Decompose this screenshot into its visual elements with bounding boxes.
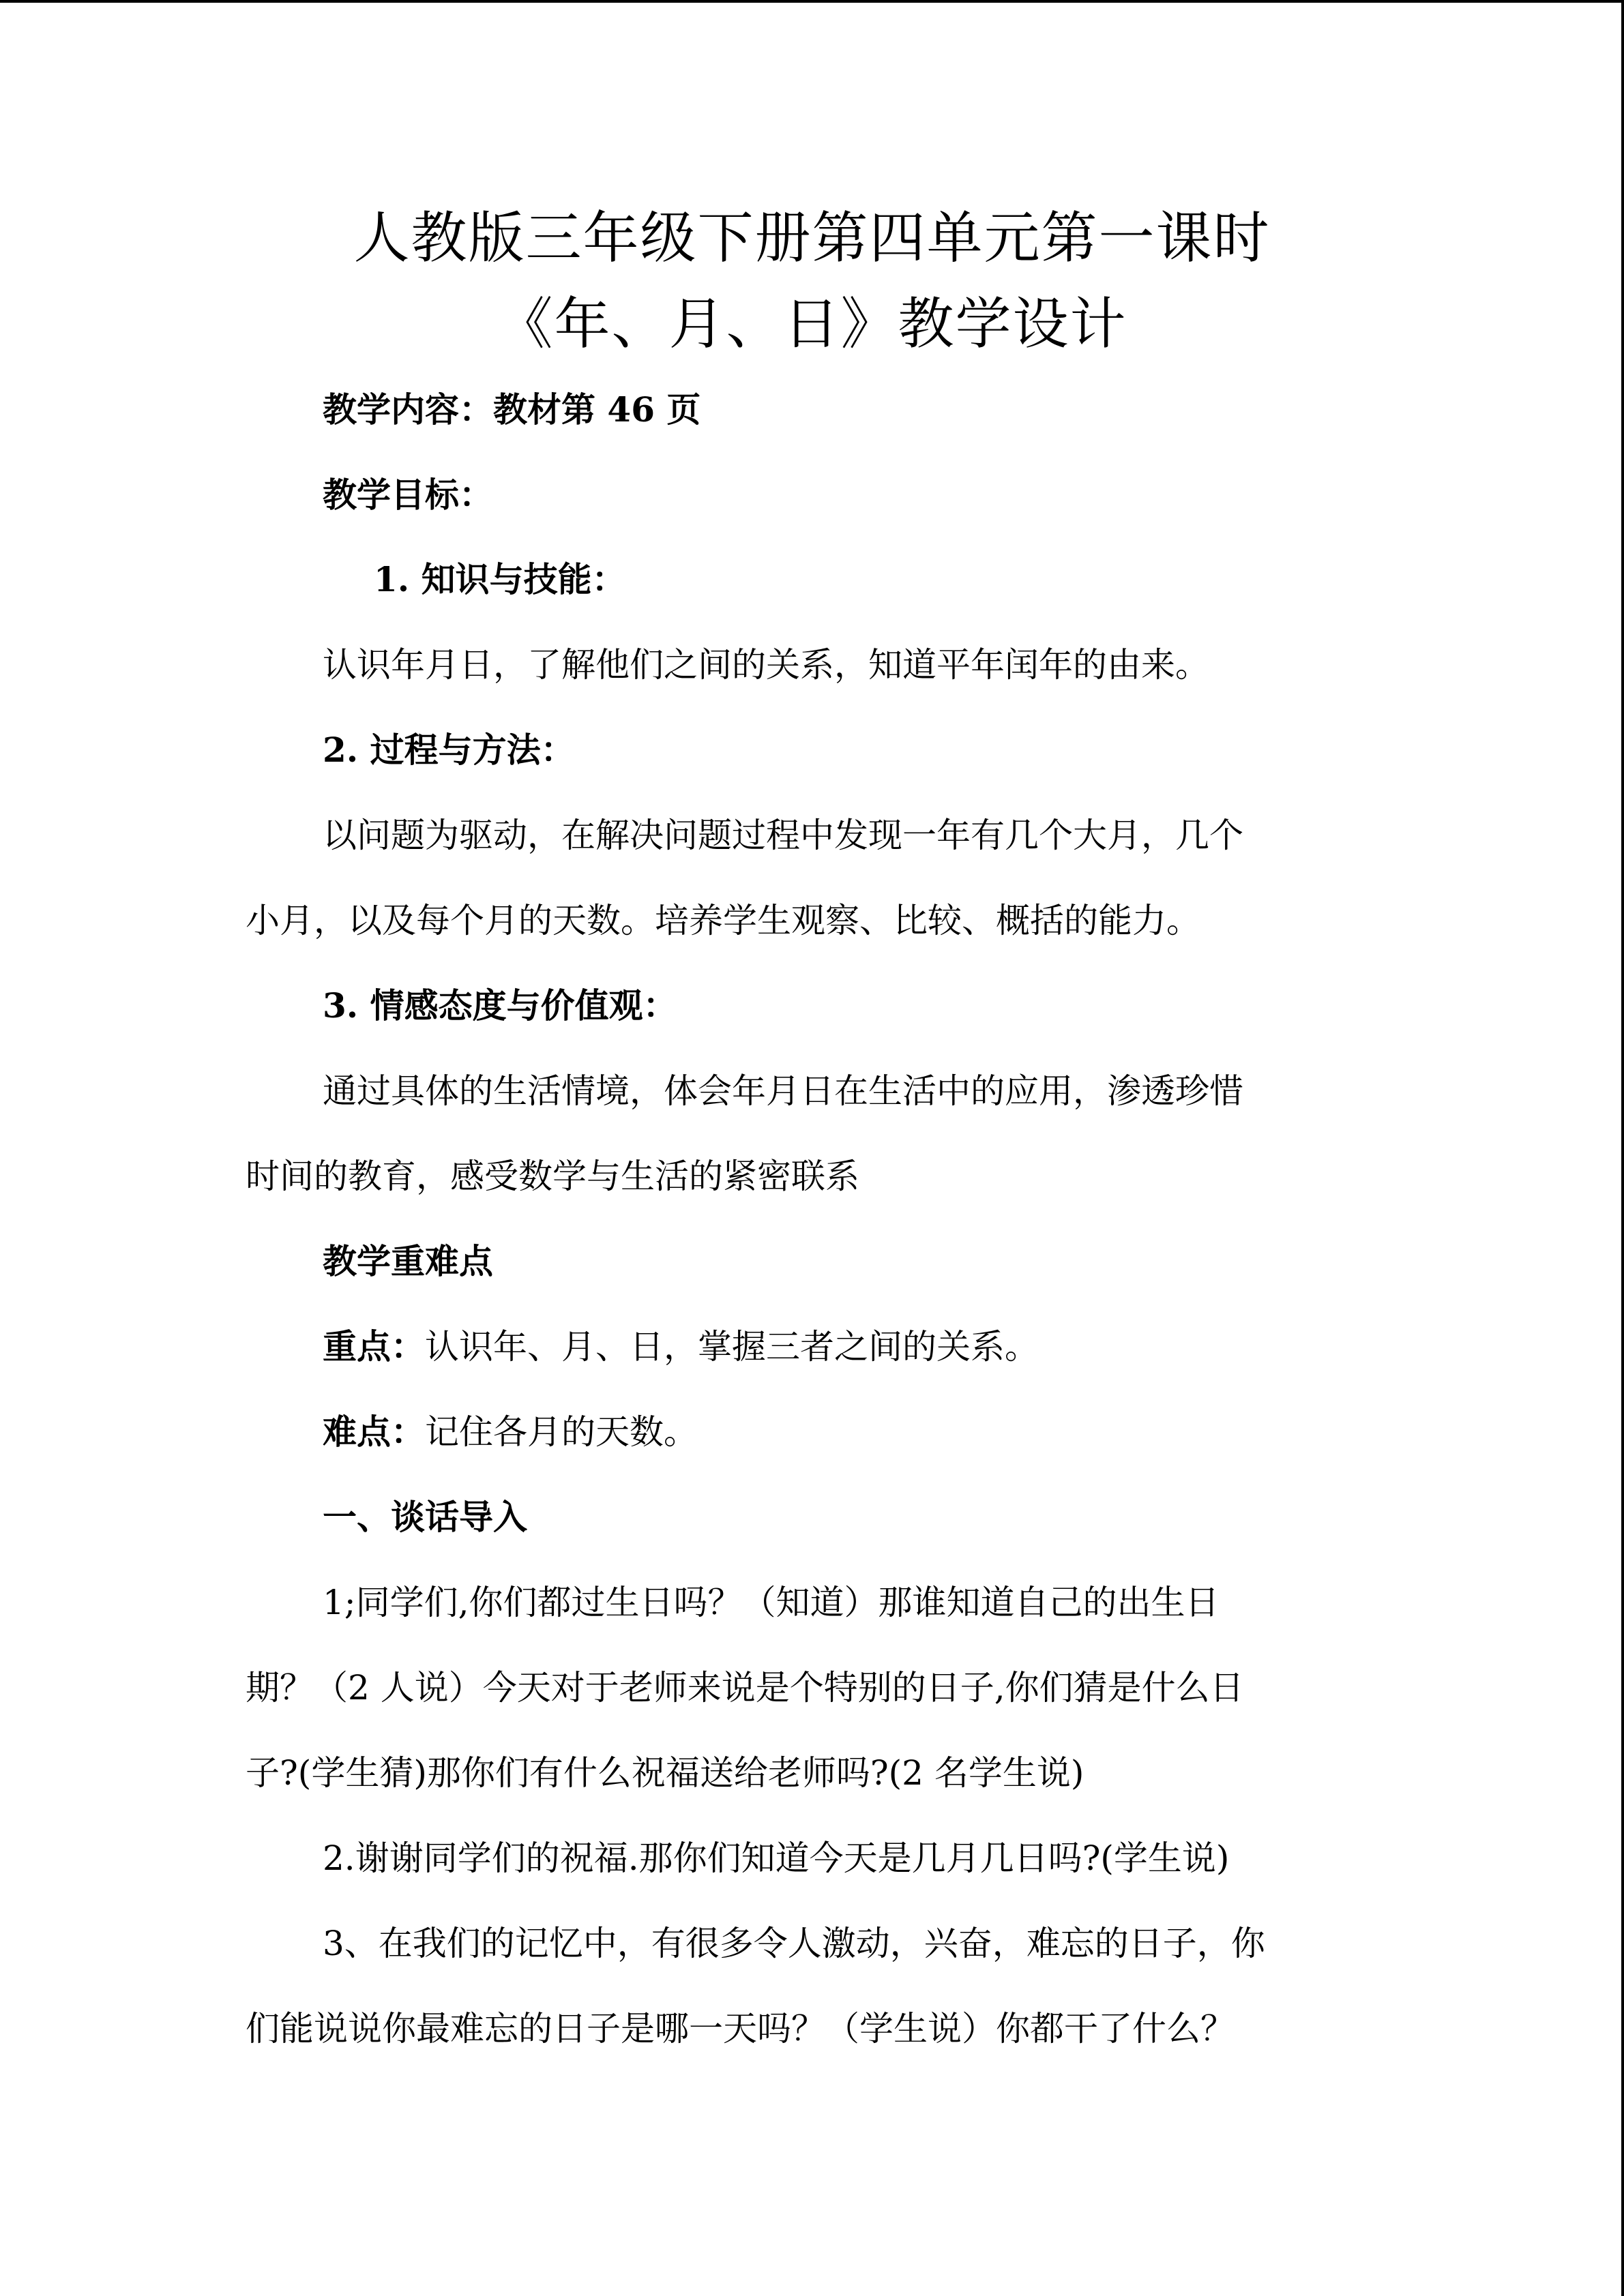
goal-3-text-line-1: 通过具体的生活情境，体会年月日在生活中的应用，渗透珍惜 (323, 1071, 1243, 1111)
goal-1-text: 认识年月日，了解他们之间的关系，知道平年闰年的由来。 (323, 645, 1209, 685)
document-title-line-2: 《年、月、日》教学设计 (497, 292, 1127, 357)
focus-label: 重点： (323, 1326, 425, 1367)
difficulty-label: 难点： (323, 1412, 425, 1452)
goal-3-heading: 3. 情感态度与价值观： (323, 985, 677, 1026)
goal-1-heading: 1. 知识与技能： (374, 559, 626, 599)
paragraph-1-line-3: 子?(学生猜)那你们有什么祝福送给老师吗?(2 名学生说) (246, 1753, 1084, 1793)
goal-2-text-line-2: 小月，以及每个月的天数。培养学生观察、比较、概括的能力。 (246, 901, 1200, 940)
key-points-heading: 教学重难点 (323, 1241, 493, 1281)
teaching-content-value: 教材第 46 页 (493, 389, 701, 430)
goal-2-text-line-1: 以问题为驱动，在解决问题过程中发现一年有几个大月，几个 (323, 816, 1243, 855)
teaching-content (323, 388, 700, 432)
goal-3-text-line-2: 时间的教育，感受数学与生活的紧密联系 (246, 1157, 859, 1196)
goal-2-heading: 2. 过程与方法： (323, 730, 575, 770)
paragraph-2-line-1: 2.谢谢同学们的祝福.那你们知道今天是几月几日吗?(学生说) (323, 1838, 1230, 1878)
paragraph-1-line-2: 期？（2 人说）今天对于老师来说是个特别的日子,你们猜是什么日 (246, 1668, 1244, 1708)
paragraph-3-line-1: 3、在我们的记忆中，有很多令人激动，兴奋，难忘的日子，你 (323, 1924, 1265, 1963)
paragraph-1-line-1: 1;同学们,你们都过生日吗？（知道）那谁知道自己的出生日 (323, 1583, 1220, 1622)
section-1-heading: 一、谈话导入 (323, 1497, 527, 1537)
top-border (0, 0, 1624, 3)
document-title-line-1: 人教版三年级下册第四单元第一课时 (353, 206, 1271, 271)
paragraph-3-line-2: 们能说说你最难忘的日子是哪一天吗？（学生说）你都干了什么？ (246, 2009, 1235, 2048)
difficulty-text: 记住各月的天数。 (425, 1412, 698, 1452)
focus-point (323, 1325, 1039, 1369)
teaching-content-label: 教学内容： (323, 389, 493, 430)
difficulty-point (323, 1410, 698, 1454)
objectives-heading: 教学目标： (323, 475, 493, 515)
focus-text: 认识年、月、日，掌握三者之间的关系。 (425, 1327, 1039, 1367)
